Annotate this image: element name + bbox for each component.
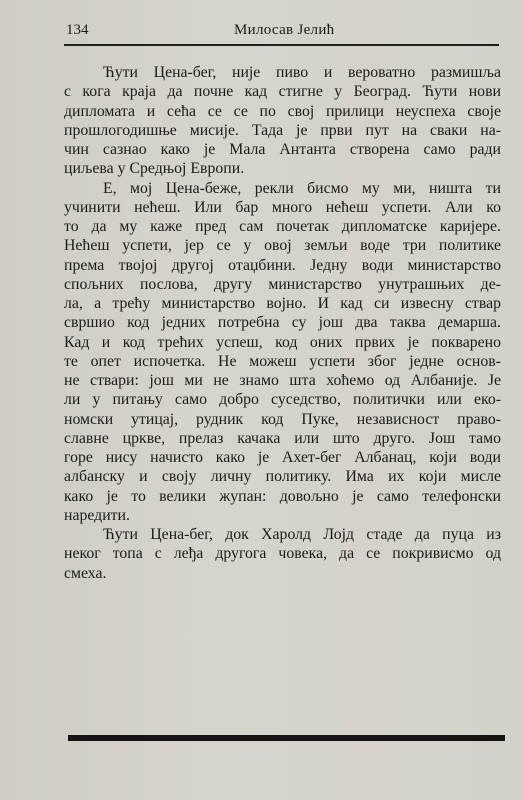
text-line: ли у питању само добро суседство, политички или еко- [64, 391, 501, 409]
body-text [64, 63, 501, 583]
text-line: то да му каже пред сам почетак дипломатске каријере. [64, 218, 501, 235]
running-header [64, 20, 499, 46]
text-line: Ћути Цена-бег, није пиво и вероватно размишља [103, 64, 501, 81]
text-line: Кад и код трећих успеш, код оних првих је покварено [64, 333, 501, 351]
text-line: свршио код једних потребна су још два таква демарша. [64, 314, 501, 332]
text-line: наредити. [64, 506, 130, 524]
text-line: номски утицај, рудник код Пуке, независност право- [64, 410, 501, 428]
text-line: како је то велики жупан: довољно је само телефонски [64, 487, 501, 505]
text-line: учинити нећеш. Или бар много нећеш успети. Али ко [64, 198, 501, 216]
text-line: горе нису начисто како је Ахет-бег Албанац, који води [64, 449, 501, 466]
text-line: Ћути Цена-бег, док Харолд Лојд стаде да пуца из [103, 526, 501, 543]
text-line: славне цркве, прелаз качака или што друго. Још тамо [64, 429, 501, 447]
paragraph [64, 179, 501, 526]
paragraph [64, 63, 501, 179]
bottom-rule [68, 735, 505, 741]
text-line: прошлогодишње мисије. Тада је први пут на сваки на- [64, 121, 501, 139]
text-line: ла, а трећу министарство војно. И кад си извесну ствар [64, 295, 501, 312]
text-line: чин сазнао како је Мала Антанта створена само ради [64, 141, 501, 158]
text-line: смеха. [64, 564, 107, 582]
text-line: Нећеш успети, јер се у овој земљи воде три политике [64, 237, 501, 255]
text-line: неког топа с леђа другога човека, да се покривисмо од [64, 545, 501, 563]
text-line: с кога краја да почне кад стигне у Београд. Ћути нови [64, 83, 501, 101]
page-number: 134 [66, 22, 89, 38]
running-title: Милосав Јелић [234, 22, 335, 38]
text-line: албанску и своју личну политику. Има их који мисле [64, 468, 501, 486]
text-line: не ствари: још ми не знамо шта хоћемо од Албаније. Је [64, 372, 501, 389]
text-line: према твојој другој отаџбини. Једну води министарство [64, 256, 501, 274]
text-line: Е, мој Цена-беже, рекли бисмо му ми, ништа ти [103, 179, 501, 197]
text-line: те опет испочетка. Не можеш успети због једне основ- [64, 352, 501, 370]
text-line: циљева у Средњој Европи. [64, 160, 245, 178]
text-line: дипломата и сећа се се по своj прилици неуспеха своје [64, 102, 501, 120]
text-line: спољних послова, другу министарство унутрашњих де- [64, 275, 501, 293]
paragraph [64, 525, 501, 583]
